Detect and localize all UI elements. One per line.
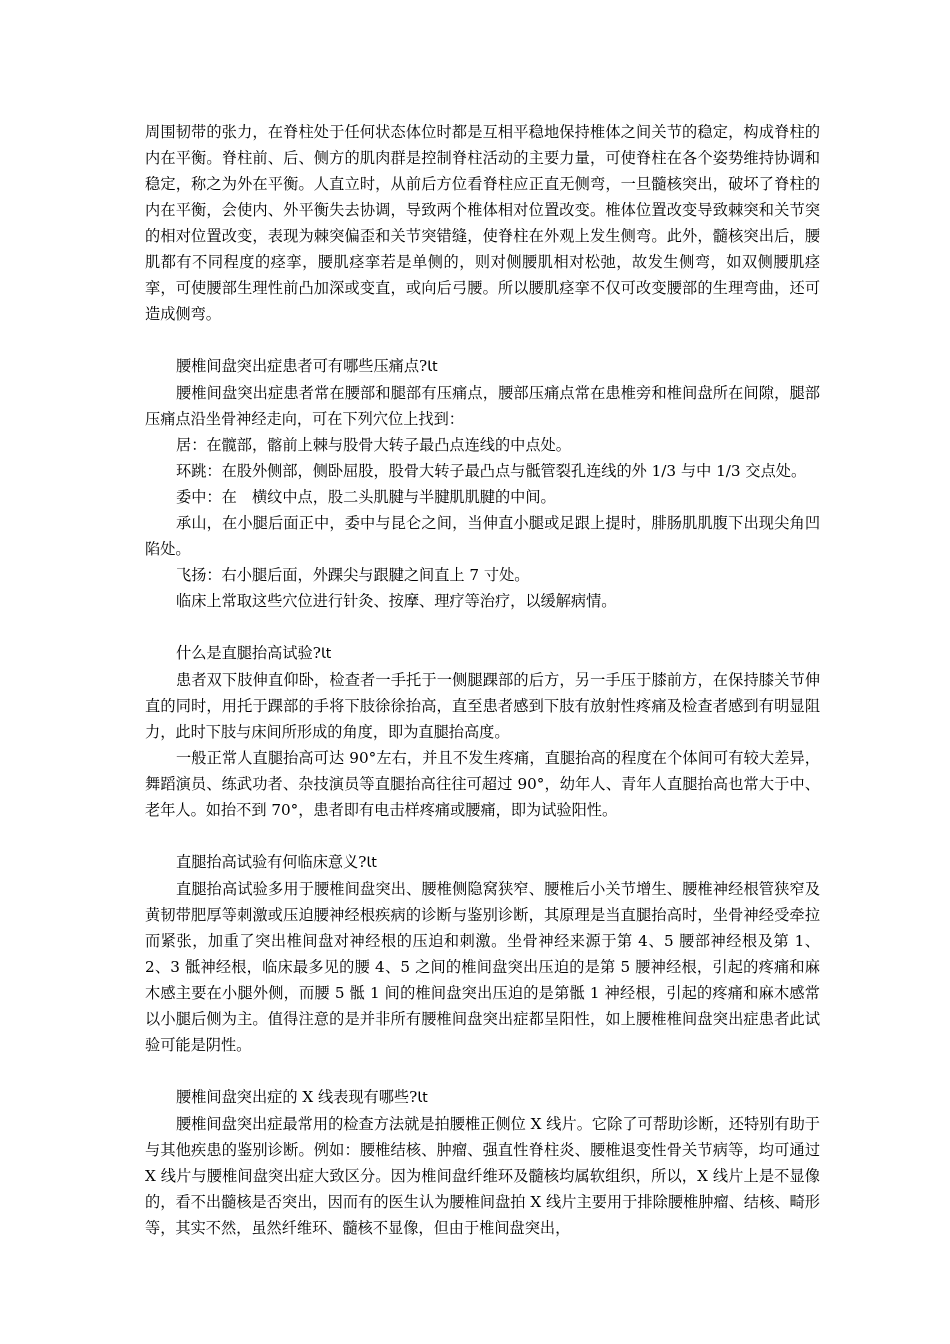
slr-test-heading	[145, 640, 820, 667]
section-gap	[145, 823, 820, 849]
section-gap	[145, 614, 820, 640]
slr-test-paragraph: 患者双下肢伸直仰卧，检查者一手托于一侧腿踝部的后方，另一手压于膝前方，在保持膝关节伸直的同时，用托于踝部的手将下肢徐徐抬高，直至患者感到下肢有放射性疼痛及检查者感到有明显阻力，此时下肢与床间所形成的角度，即为直腿抬高度。	[145, 671, 820, 741]
acupoint-item: 临床上常取这些穴位进行针灸、按摩、理疗等治疗，以缓解病情。	[176, 592, 617, 610]
acupoint-item: 居：在髋部，髂前上棘与股骨大转子最凸点连线的中点处。	[176, 436, 571, 454]
heading-mark: Ɩt	[417, 1090, 428, 1106]
xray-paragraph: 腰椎间盘突出症最常用的检查方法就是拍腰椎正侧位 X 线片。它除了可帮助诊断，还特别有助于与其他疾患的鉴别诊断。例如：腰椎结核、肿瘤、强直性脊柱炎、腰椎退变性骨关节病等，均可通过 X 线片与腰椎间盘突出症大致区分。因为椎间盘纤维环及髓核均属软组织，所以，X 线片上是不显像的，看不出髓核是否突出，因而有的医生认为腰椎间盘拍 X 线片主要用于排除腰椎肿瘤、结核、畸形等，其实不然，虽然纤维环、髓核不显像，但由于椎间盘突出，	[145, 1115, 820, 1237]
pressure-points-intro: 腰椎间盘突出症患者常在腰部和腿部有压痛点，腰部压痛点常在患椎旁和椎间盘所在间隙，腿部压痛点沿坐骨神经走向，可在下列穴位上找到：	[145, 384, 820, 428]
heading-mark: Ɩt	[366, 855, 377, 871]
section-gap	[145, 1058, 820, 1084]
slr-meaning-heading	[145, 849, 820, 876]
heading-text: 什么是直腿抬高试验?	[176, 644, 321, 662]
slr-test-paragraph: 一般正常人直腿抬高可达 90°左右，并且不发生疼痛，直腿抬高的程度在个体间可有较大差异，舞蹈演员、练武功者、杂技演员等直腿抬高往往可超过 90°，幼年人、青年人直腿抬高也常大于中、老年人。如抬不到 70°，患者即有电击样疼痛或腰痛，即为试验阳性。	[145, 749, 820, 819]
document-body	[145, 119, 820, 1241]
heading-text: 直腿抬高试验有何临床意义?	[176, 853, 367, 871]
heading-text: 腰椎间盘突出症的 X 线表现有哪些?	[176, 1088, 418, 1106]
acupoint-item: 环跳：在股外侧部，侧卧屈股，股骨大转子最凸点与骶管裂孔连线的外 1/3 与中 1/3 交点处。	[176, 462, 807, 480]
heading-mark: Ɩt	[427, 359, 438, 375]
pressure-points-heading	[145, 353, 820, 380]
acupoint-item: 委中：在 横纹中点，股二头肌腱与半腱肌肌腱的中间。	[176, 488, 556, 506]
xray-heading	[145, 1084, 820, 1111]
acupoint-item: 承山，在小腿后面正中，委中与昆仑之间，当伸直小腿或足跟上提时，腓肠肌肌腹下出现尖角凹陷处。	[145, 514, 820, 558]
acupoint-item: 飞扬：右小腿后面，外踝尖与跟腱之间直上 7 寸处。	[176, 566, 530, 584]
heading-text: 腰椎间盘突出症患者可有哪些压痛点?	[176, 357, 428, 375]
slr-meaning-paragraph: 直腿抬高试验多用于腰椎间盘突出、腰椎侧隐窝狭窄、腰椎后小关节增生、腰椎神经根管狭窄及黄韧带肥厚等刺激或压迫腰神经根疾病的诊断与鉴别诊断，其原理是当直腿抬高时，坐骨神经受牵拉而紧张，加重了突出椎间盘对神经根的压迫和刺激。坐骨神经来源于第 4、5 腰部神经根及第 1、2、3 骶神经根，临床最多见的腰 4、5 之间的椎间盘突出压迫的是第 5 腰神经根，引起的疼痛和麻木感主要在小腿外侧，而腰 5 骶 1 间的椎间盘突出压迫的是第骶 1 神经根，引起的疼痛和麻木感常以小腿后侧为主。值得注意的是并非所有腰椎间盘突出症都呈阳性，如上腰椎椎间盘突出症患者此试验可能是阴性。	[145, 880, 820, 1054]
intro-paragraph: 周围韧带的张力，在脊柱处于任何状态体位时都是互相平稳地保持椎体之间关节的稳定，构成脊柱的内在平衡。脊柱前、后、侧方的肌肉群是控制脊柱活动的主要力量，可使脊柱在各个姿势维持协调和稳定，称之为外在平衡。人直立时，从前后方位看脊柱应正直无侧弯，一旦髓核突出，破坏了脊柱的内在平衡，会使内、外平衡失去协调，导致两个椎体相对位置改变。椎体位置改变导致棘突和关节突的相对位置改变，表现为棘突偏歪和关节突错缝，使脊柱在外观上发生侧弯。此外，髓核突出后，腰肌都有不同程度的痉挛，腰肌痉挛若是单侧的，则对侧腰肌相对松弛，故发生侧弯，如双侧腰肌痉挛，可使腰部生理性前凸加深或变直，或向后弓腰。所以腰肌痉挛不仅可改变腰部的生理弯曲，还可造成侧弯。	[145, 123, 820, 323]
section-gap	[145, 327, 820, 353]
heading-mark: Ɩt	[320, 646, 332, 662]
